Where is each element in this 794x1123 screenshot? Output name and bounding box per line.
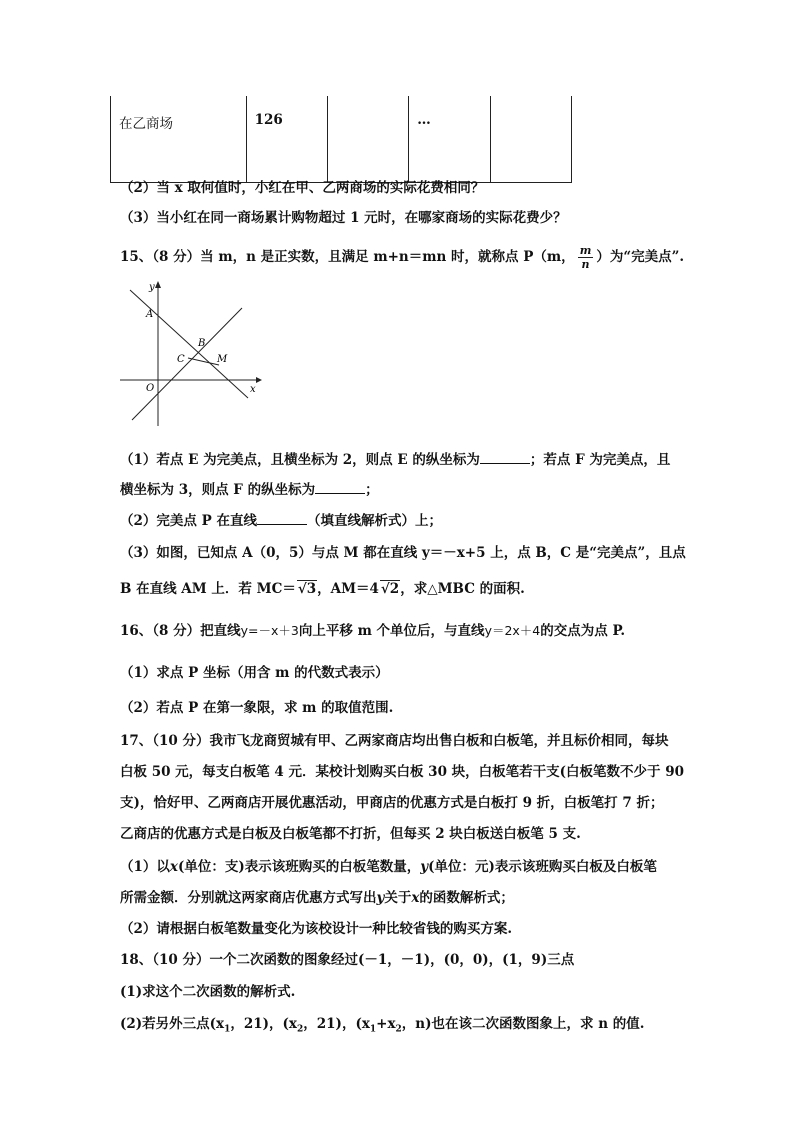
subscript: 2 bbox=[395, 1024, 402, 1035]
q15-p1-text: ； bbox=[365, 482, 379, 498]
q17-line1: 17、（10 分）我市飞龙商贸城有甲、乙两家商店均出售白板和白板笔，并且标价相同，每块 bbox=[120, 733, 669, 749]
label-o: O bbox=[146, 383, 155, 394]
q18-line1: 18、（10 分）一个二次函数的图象经过(－1，－1)，(0，0)，(1，9)三点 bbox=[120, 952, 575, 968]
q17-text: （1）以 bbox=[120, 859, 170, 875]
q16-part2: （2）若点 P 在第一象限，求 m 的取值范围. bbox=[120, 700, 394, 716]
label-y: y bbox=[149, 282, 155, 293]
q16-heading-text: 16、（8 分）把直线 bbox=[120, 623, 241, 639]
q16-part1: （1）求点 P 坐标（用含 m 的代数式表示） bbox=[120, 665, 389, 681]
q15-part3-line2 bbox=[120, 577, 525, 597]
var-y: y bbox=[420, 859, 429, 875]
q16-heading-text: 向上平移 m 个单位后，与直线 bbox=[298, 623, 485, 639]
q17-text: 的函数解析式； bbox=[419, 890, 514, 906]
coordinate-graph bbox=[118, 280, 263, 430]
label-c: C bbox=[177, 354, 185, 365]
q17-text: (单位：元)表示该班购买白板及白板笔 bbox=[428, 859, 657, 875]
label-m: M bbox=[217, 354, 228, 365]
q15-p2-text: （填直线解析式）上； bbox=[306, 513, 442, 529]
q15-p1-text: （1）若点 E 为完美点，且横坐标为 2，则点 E 的纵坐标为 bbox=[120, 452, 480, 468]
q17-text: 关于 bbox=[384, 890, 412, 906]
formula-line-1: y=－x＋3 bbox=[240, 623, 299, 638]
q18-line3 bbox=[120, 1012, 644, 1035]
var-x: x bbox=[169, 859, 178, 875]
fraction-m-over-n bbox=[578, 244, 594, 271]
line-am bbox=[130, 290, 248, 398]
subscript: 1 bbox=[224, 1024, 231, 1035]
q15-p2-text: （2）完美点 P 在直线 bbox=[120, 513, 257, 529]
q17-line4: 乙商店的优惠方式是白板及白板笔都不打折，但每买 2 块白板送白板笔 5 支. bbox=[120, 826, 581, 842]
q17-line7: （2）请根据白板笔数量变化为该校设计一种比较省钱的购买方案. bbox=[120, 921, 513, 937]
sqrt-radicand: 2 bbox=[389, 581, 400, 597]
table-row bbox=[111, 96, 572, 183]
q15-heading-text-end: ）为“完美点”. bbox=[596, 249, 685, 265]
q15-part1-line2 bbox=[120, 478, 379, 498]
subscript: 1 bbox=[369, 1024, 377, 1035]
q15-p3-text: B 在直线 AM 上．若 MC＝ bbox=[120, 581, 296, 597]
table-cell bbox=[246, 96, 327, 183]
formula-line-2: y＝2x＋4 bbox=[484, 623, 541, 638]
label-b: B bbox=[198, 338, 206, 349]
x-axis-arrow bbox=[256, 377, 262, 383]
answer-blank[interactable] bbox=[257, 512, 307, 525]
q15-heading bbox=[120, 244, 684, 271]
q15-p3-text: ，AM＝4 bbox=[317, 581, 379, 597]
q17-line3: 支)，恰好甲、乙两商店开展优惠活动，甲商店的优惠方式是白板打 9 折，白板笔打 7 折； bbox=[120, 795, 664, 811]
segment-cm bbox=[188, 358, 219, 365]
q18-text: ，n)也在该二次函数图象上，求 n 的值. bbox=[401, 1016, 645, 1032]
q17-text: 所需金额．分别就这两家商店优惠方式写出 bbox=[120, 890, 377, 906]
q17-text: (单位：支)表示该班购买的白板笔数量， bbox=[177, 859, 421, 875]
q18-text: ，21)，(x bbox=[230, 1016, 297, 1032]
table-cell bbox=[327, 96, 408, 183]
q18-line2: (1)求这个二次函数的解析式. bbox=[120, 984, 296, 1000]
price-table bbox=[110, 96, 572, 183]
q15-p1-text: 横坐标为 3，则点 F 的纵坐标为 bbox=[120, 482, 316, 498]
sqrt-radicand: 3 bbox=[306, 581, 317, 597]
sqrt-3: √3 bbox=[297, 581, 317, 597]
var-x: x bbox=[411, 890, 420, 906]
q15-heading-text: 15、（8 分）当 m，n 是正实数，且满足 m+n＝mn 时，就称点 P（m， bbox=[120, 249, 575, 265]
q14-part2: （2）当 x 取何值时，小红在甲、乙两商场的实际花费相同？ bbox=[120, 180, 485, 196]
q17-line2: 白板 50 元，每支白板笔 4 元．某校计划购买白板 30 块，白板笔若干支(白板笔数不少于 90 bbox=[120, 764, 685, 780]
answer-blank[interactable] bbox=[315, 481, 365, 494]
q18-text: (2)若另外三点(x bbox=[120, 1016, 225, 1032]
table-cell bbox=[490, 96, 571, 183]
cell-value: … bbox=[417, 112, 431, 128]
cell-value: 126 bbox=[254, 112, 283, 128]
q15-part1-line1 bbox=[120, 448, 670, 468]
table-cell bbox=[111, 96, 247, 183]
q18-text: +x bbox=[376, 1016, 396, 1032]
label-x: x bbox=[250, 384, 256, 395]
table-cell bbox=[409, 96, 490, 183]
frac-denominator: n bbox=[581, 258, 590, 271]
row-label: 在乙商场 bbox=[119, 116, 173, 132]
q15-p3-text: ，求△MBC 的面积. bbox=[400, 581, 525, 597]
q15-part2 bbox=[120, 509, 442, 529]
answer-blank[interactable] bbox=[480, 451, 530, 464]
subscript: 2 bbox=[297, 1024, 304, 1035]
q15-p1-text: ；若点 F 为完美点，且 bbox=[529, 452, 671, 468]
q15-part3-line1: （3）如图，已知点 A（0，5）与点 M 都在直线 y＝－x+5 上，点 B，C 是“完美点”，且点 bbox=[120, 545, 686, 561]
q17-line6 bbox=[120, 886, 514, 906]
q14-part3: （3）当小红在同一商场累计购物超过 1 元时，在哪家商场的实际花费少？ bbox=[120, 210, 567, 226]
q16-heading bbox=[120, 619, 625, 639]
label-a: A bbox=[146, 309, 154, 320]
q18-text: ，21)，(x bbox=[303, 1016, 370, 1032]
var-y: y bbox=[376, 890, 385, 906]
q16-heading-text: 的交点为点 P. bbox=[540, 623, 626, 639]
q17-line5 bbox=[120, 855, 657, 875]
frac-numerator: m bbox=[579, 244, 592, 257]
sqrt-2: √2 bbox=[380, 581, 400, 597]
y-axis-arrow bbox=[155, 281, 161, 288]
